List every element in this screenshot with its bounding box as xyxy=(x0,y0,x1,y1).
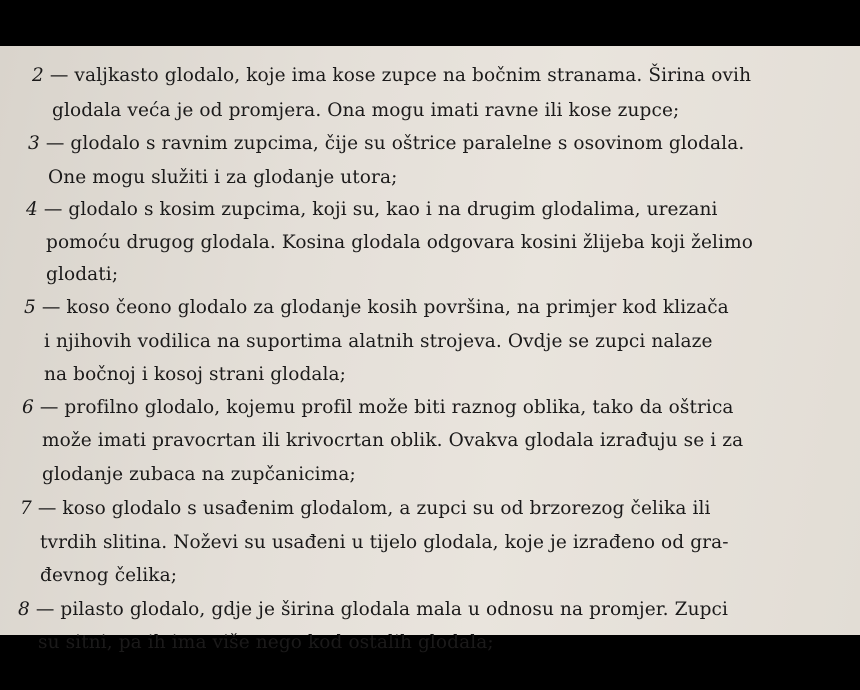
line-continuation: đevnog čelika; xyxy=(40,565,178,586)
line-continuation: One mogu služiti i za glodanje utora; xyxy=(48,167,398,188)
item-text: — glodalo s ravnim zupcima, čije su oštrice paralelne s osovinom glodala. xyxy=(39,133,745,154)
item-number: 4 xyxy=(26,199,38,220)
item-number: 7 xyxy=(20,498,32,519)
line-continuation: može imati pravocrtan ili krivocrtan oblik. Ovakva glodala izrađuju se i za xyxy=(42,430,744,451)
line-continuation: i njihovih vodilica na suportima alatnih strojeva. Ovdje se zupci nalaze xyxy=(44,331,713,352)
item-number: 2 xyxy=(32,65,44,86)
line-first xyxy=(26,199,718,220)
line-first xyxy=(28,133,744,154)
item-number: 6 xyxy=(22,397,34,418)
item-text: — pilasto glodalo, gdje je širina glodala mala u odnosu na promjer. Zupci xyxy=(29,599,729,620)
line-continuation: na bočnoj i kosoj strani glodala; xyxy=(44,364,346,385)
line-first xyxy=(32,65,751,86)
line-continuation: pomoću drugog glodala. Kosina glodala odgovara kosini žlijeba koji želimo xyxy=(46,232,753,253)
line-first xyxy=(22,397,734,418)
item-number: 3 xyxy=(28,133,40,154)
document-page xyxy=(0,46,860,653)
line-continuation: glodanje zubaca na zupčanicima; xyxy=(42,464,356,485)
line-first xyxy=(18,599,728,620)
line-first xyxy=(24,297,729,318)
item-text: — koso glodalo s usađenim glodalom, a zupci su od brzorezog čelika ili xyxy=(31,498,711,519)
item-text: — koso čeono glodalo za glodanje kosih površina, na primjer kod klizača xyxy=(35,297,729,318)
line-first xyxy=(20,498,711,519)
item-text: — valjkasto glodalo, koje ima kose zupce na bočnim stranama. Širina ovih xyxy=(43,65,752,86)
item-text: — profilno glodalo, kojemu profil može biti raznog oblika, tako da oštrica xyxy=(33,397,734,418)
item-text: — glodalo s kosim zupcima, koji su, kao i na drugim glodalima, urezani xyxy=(37,199,718,220)
line-continuation: su sitni, pa ih ima više nego kod ostalih glodala; xyxy=(38,632,494,653)
line-continuation: glodati; xyxy=(46,264,119,285)
item-number: 5 xyxy=(24,297,36,318)
line-continuation: glodala veća je od promjera. Ona mogu imati ravne ili kose zupce; xyxy=(52,100,680,121)
line-continuation: tvrdih slitina. Noževi su usađeni u tijelo glodala, koje je izrađeno od gra- xyxy=(40,532,729,553)
item-number: 8 xyxy=(18,599,30,620)
